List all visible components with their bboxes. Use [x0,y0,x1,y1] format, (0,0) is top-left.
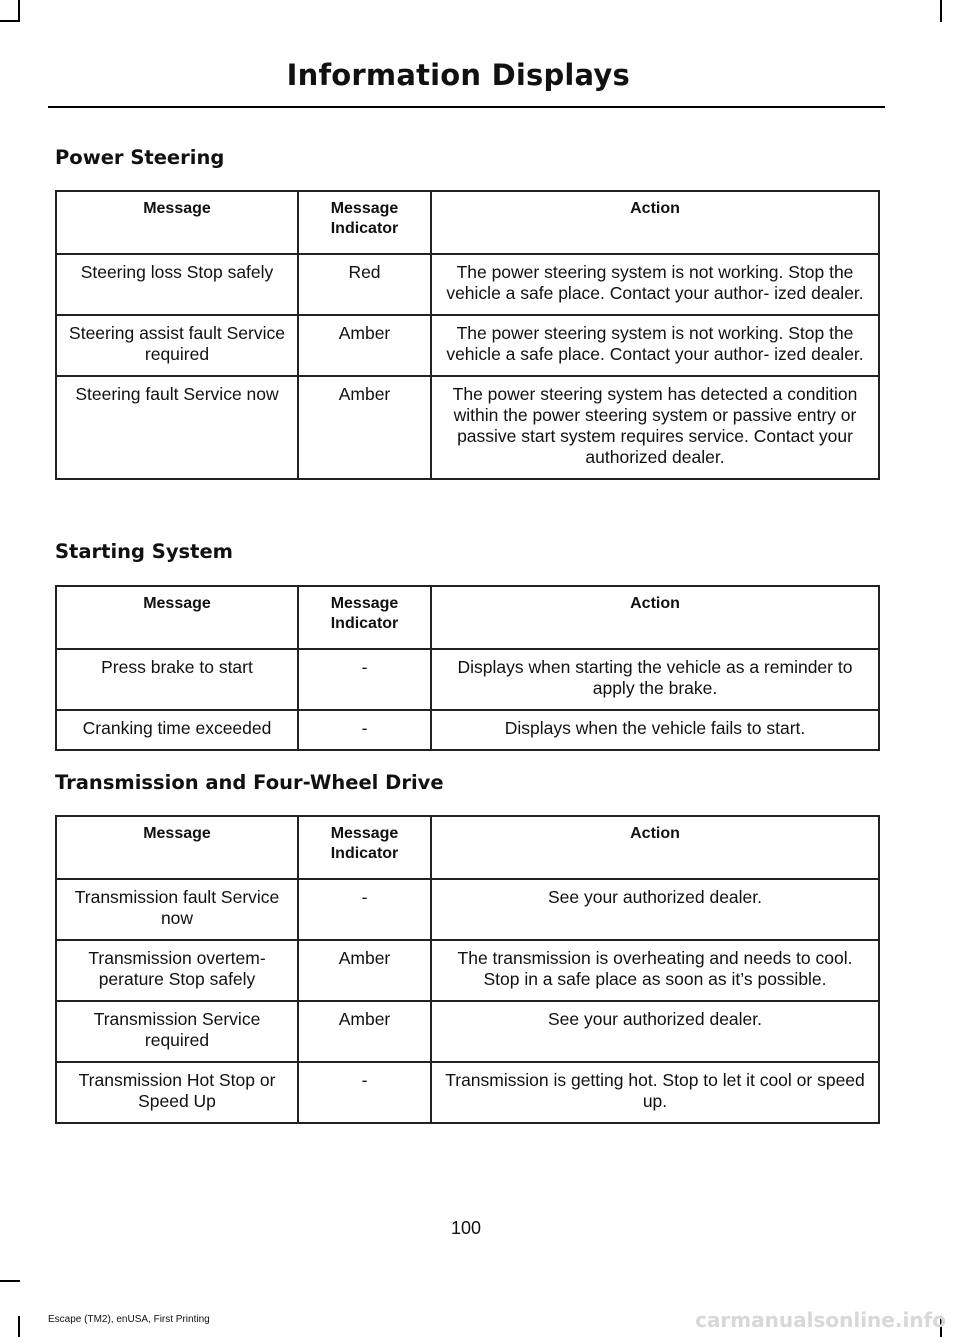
action-cell: See your authorized dealer. [431,1001,879,1062]
column-header-message-indicator: Message Indicator [298,191,431,254]
message-cell: Cranking time exceeded [56,710,298,750]
indicator-cell: Amber [298,315,431,376]
action-cell: See your authorized dealer. [431,879,879,940]
header-rule [48,106,885,108]
table-row [56,879,879,940]
action-cell: Displays when starting the vehicle as a reminder to apply the brake. [431,649,879,710]
table-row [56,1001,879,1062]
action-cell: The transmission is overheating and needs to cool. Stop in a safe place as soon as it’s possible. [431,940,879,1001]
crop-mark-top-right [940,0,942,22]
column-header-action: Action [431,191,879,254]
page-number: 100 [450,1218,482,1238]
watermark: carmanualsonline.info [695,1308,946,1332]
table-row [56,649,879,710]
column-header-message-indicator: Message Indicator [298,816,431,879]
indicator-cell: Amber [298,1001,431,1062]
indicator-cell: - [298,710,431,750]
column-header-message: Message [56,816,298,879]
message-cell: Transmission fault Service now [56,879,298,940]
section-title-power-steering: Power Steering [55,146,225,169]
indicator-cell: Red [298,254,431,315]
table-row [56,940,879,1001]
message-cell: Press brake to start [56,649,298,710]
indicator-cell: - [298,1062,431,1123]
table-header-row [56,586,879,649]
power-steering-table [55,190,880,480]
table-row [56,1062,879,1123]
table-header-row [56,816,879,879]
column-header-action: Action [431,586,879,649]
footer-edition: Escape (TM2), enUSA, First Printing [48,1314,210,1325]
table-row [56,254,879,315]
crop-mark-top-left-v [18,0,20,22]
table-row [56,315,879,376]
indicator-cell: - [298,879,431,940]
indicator-cell: Amber [298,376,431,479]
starting-system-table [55,585,880,751]
table-header-row [56,191,879,254]
page-header-title: Information Displays [286,58,630,92]
action-cell: Displays when the vehicle fails to start. [431,710,879,750]
column-header-message-indicator: Message Indicator [298,586,431,649]
message-cell: Transmission Service required [56,1001,298,1062]
message-cell: Steering fault Service now [56,376,298,479]
crop-mark-bottom-left-h [0,1280,20,1282]
crop-mark-top-left-h [0,20,20,22]
message-cell: Transmission Hot Stop or Speed Up [56,1062,298,1123]
section-title-transmission: Transmission and Four-Wheel Drive [55,771,444,794]
action-cell: The power steering system is not working. Stop the vehicle a safe place. Contact your author- ized dealer. [431,315,879,376]
column-header-action: Action [431,816,879,879]
column-header-message: Message [56,586,298,649]
message-cell: Steering loss Stop safely [56,254,298,315]
section-title-starting-system: Starting System [55,540,234,563]
action-cell: The power steering system is not working. Stop the vehicle a safe place. Contact your author- ized dealer. [431,254,879,315]
table-row [56,376,879,479]
action-cell: Transmission is getting hot. Stop to let it cool or speed up. [431,1062,879,1123]
indicator-cell: - [298,649,431,710]
message-cell: Transmission overtem- perature Stop safely [56,940,298,1001]
indicator-cell: Amber [298,940,431,1001]
column-header-message: Message [56,191,298,254]
transmission-table [55,815,880,1124]
message-cell: Steering assist fault Service required [56,315,298,376]
crop-mark-bottom-left-v [18,1316,20,1337]
table-row [56,710,879,750]
action-cell: The power steering system has detected a condition within the power steering system or passive entry or passive start system requires service. Contact your authorized dealer. [431,376,879,479]
